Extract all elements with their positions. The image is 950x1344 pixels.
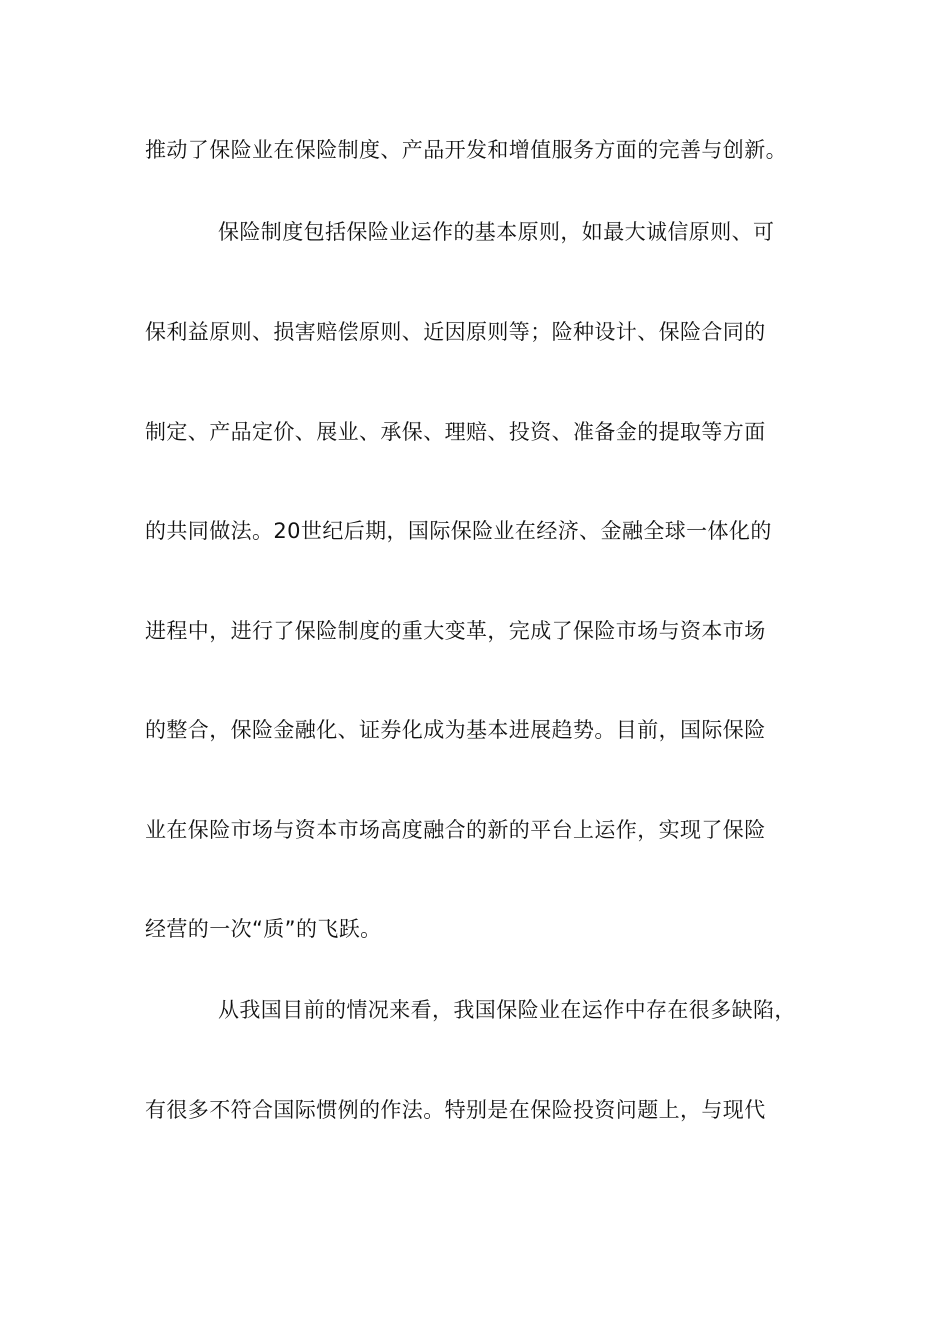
text-line: 的整合，保险金融化、证券化成为基本进展趋势。目前，国际保险 bbox=[145, 718, 766, 742]
text-line: 经营的一次“质”的飞跃。 bbox=[145, 917, 382, 941]
text-line: 业在保险市场与资本市场高度融合的新的平台上运作，实现了保险 bbox=[145, 818, 766, 842]
paragraph-start-line: 保险制度包括保险业运作的基本原则，如最大诚信原则、可 bbox=[218, 220, 775, 244]
text-line: 有很多不符合国际惯例的作法。特别是在保险投资问题上，与现代 bbox=[145, 1098, 766, 1122]
text-line: 制定、产品定价、展业、承保、理赔、投资、准备金的提取等方面 bbox=[145, 420, 766, 444]
text-line: 进程中，进行了保险制度的重大变革，完成了保险市场与资本市场 bbox=[145, 619, 766, 643]
text-line: 的共同做法。20世纪后期，国际保险业在经济、金融全球一体化的 bbox=[145, 519, 772, 543]
text-line: 推动了保险业在保险制度、产品开发和增值服务方面的完善与创新。 bbox=[145, 138, 787, 162]
text-line: 保利益原则、损害赔偿原则、近因原则等；险种设计、保险合同的 bbox=[145, 320, 766, 344]
paragraph-start-line: 从我国目前的情况来看，我国保险业在运作中存在很多缺陷， bbox=[218, 998, 796, 1022]
